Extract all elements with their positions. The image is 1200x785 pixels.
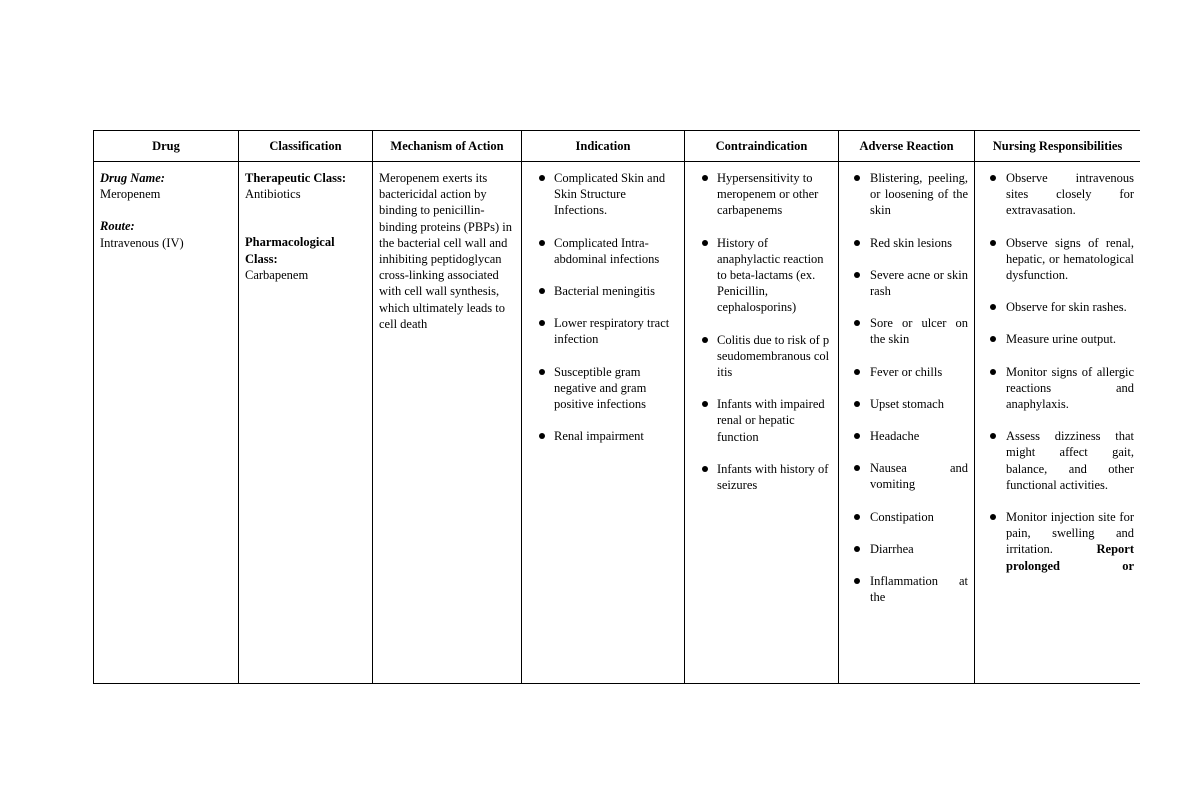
list-item	[845, 428, 968, 444]
list-item	[845, 364, 968, 380]
classification-cell	[239, 162, 373, 684]
list-item-text: Bacterial meningitis	[554, 284, 656, 299]
list-item	[981, 170, 1134, 219]
bullet-icon	[854, 546, 860, 552]
list-item-text: Infants with history of seizures	[717, 461, 829, 493]
contraindication-list	[691, 170, 832, 493]
list-item-text: Fever or chills	[870, 364, 943, 379]
table-row	[94, 162, 1141, 684]
list-item-text: Headache	[870, 429, 920, 444]
list-item-text: Assess dizziness that might affect gait, balance, and other functional activities.	[1006, 429, 1134, 492]
header-adverse-reaction: Adverse Reaction	[839, 131, 975, 162]
bullet-icon	[854, 369, 860, 375]
list-item-text: Susceptible gram negative and gram positive infections	[554, 364, 647, 412]
contraindication-cell	[685, 162, 839, 684]
list-item-text: Measure urine output.	[1006, 332, 1117, 347]
list-item-text: Red skin lesions	[870, 235, 952, 250]
list-item-text: Constipation	[870, 509, 934, 524]
bullet-icon	[539, 369, 545, 375]
mechanism-cell	[373, 162, 522, 684]
bullet-icon	[990, 240, 996, 246]
list-item	[691, 170, 832, 219]
bullet-icon	[854, 272, 860, 278]
route-value: Intravenous (IV)	[100, 235, 184, 250]
list-item	[981, 235, 1134, 284]
list-item-text: Observe signs of renal, hepatic, or hematological dysfunction.	[1006, 235, 1134, 283]
pharmacological-class-value: Carbapenem	[245, 267, 309, 282]
bullet-icon	[990, 336, 996, 342]
bullet-icon	[854, 175, 860, 181]
bullet-icon	[539, 288, 545, 294]
list-item	[845, 315, 968, 347]
list-item	[528, 235, 678, 267]
list-item-text: Diarrhea	[870, 541, 914, 556]
bullet-icon	[539, 175, 545, 181]
list-item	[845, 396, 968, 412]
list-item-text: Upset stomach	[870, 396, 944, 411]
list-item	[845, 460, 968, 492]
list-item	[691, 332, 832, 381]
list-item	[528, 283, 678, 299]
bullet-icon	[702, 337, 708, 343]
bullet-icon	[854, 465, 860, 471]
list-item	[981, 299, 1134, 315]
drug-cell	[94, 162, 239, 684]
list-item	[528, 364, 678, 413]
bullet-icon	[990, 433, 996, 439]
list-item	[981, 364, 1134, 413]
drug-name-label: Drug Name:	[100, 171, 165, 185]
table-header-row	[94, 131, 1141, 162]
drug-study-table	[93, 130, 1140, 684]
drug-name-value: Meropenem	[100, 187, 161, 202]
list-item-text: Sore or ulcer on the skin	[870, 316, 968, 347]
bullet-icon	[702, 401, 708, 407]
bullet-icon	[702, 175, 708, 181]
bullet-icon	[990, 175, 996, 181]
header-classification: Classification	[239, 131, 373, 162]
indication-list	[528, 170, 678, 444]
list-item-text: Observe for skin rashes.	[1006, 300, 1127, 315]
list-item-text: Severe acne or skin rash	[870, 267, 968, 299]
list-item	[691, 461, 832, 493]
bullet-icon	[854, 320, 860, 326]
list-item-text: Complicated Intra-abdominal infections	[554, 235, 660, 266]
nursing-responsibilities-cell	[975, 162, 1141, 684]
therapeutic-class-value: Antibiotics	[245, 187, 301, 202]
bullet-icon	[854, 401, 860, 407]
list-item	[691, 235, 832, 316]
list-item	[981, 428, 1134, 493]
bullet-icon	[854, 514, 860, 520]
header-contraindication: Contraindication	[685, 131, 839, 162]
list-item-text: Hypersensitivity to meropenem or other carbapenems	[717, 171, 819, 218]
mechanism-text: Meropenem exerts its bactericidal action by binding to penicillin-binding proteins (PBPs) in the bacterial cell wall and inhibiting peptidoglycan cross-linking associated with cell wall synthesis, which ultimately leads to cell death	[379, 171, 512, 331]
nursing-list	[981, 170, 1134, 574]
list-item-text: History of anaphylactic reaction to beta-lactams (ex. Penicillin, cephalosporins)	[717, 235, 824, 315]
list-item	[528, 315, 678, 347]
adverse-reaction-list	[845, 170, 968, 605]
list-item-text: Infants with impaired renal or hepatic function	[717, 397, 825, 444]
bullet-icon	[990, 369, 996, 375]
header-indication: Indication	[522, 131, 685, 162]
bullet-icon	[702, 240, 708, 246]
list-item	[845, 170, 968, 219]
list-item-text: Monitor injection site for pain, swelling and irritation.	[1006, 510, 1134, 557]
route-label: Route:	[100, 219, 135, 234]
bullet-icon	[539, 240, 545, 246]
list-item-text: Renal impairment	[554, 429, 644, 444]
bullet-icon	[539, 320, 545, 326]
report-bold-text: Report prolonged or	[1006, 542, 1134, 573]
header-mechanism: Mechanism of Action	[373, 131, 522, 162]
list-item-text: Lower respiratory tract infection	[554, 316, 670, 347]
list-item	[845, 541, 968, 557]
list-item-text: Complicated Skin and Skin Structure Infections.	[554, 171, 666, 218]
bullet-icon	[990, 514, 996, 520]
list-item-text: Blistering, peeling, or loosening of the skin	[870, 171, 968, 218]
adverse-reaction-cell	[839, 162, 975, 684]
bullet-icon	[702, 466, 708, 472]
therapeutic-class-label: Therapeutic Class:	[245, 171, 347, 185]
header-nursing-responsibilities: Nursing Responsibilities	[975, 131, 1141, 162]
list-item	[691, 396, 832, 445]
list-item-text: Inflammation at the	[870, 574, 968, 605]
list-item	[981, 331, 1134, 347]
bullet-icon	[854, 433, 860, 439]
list-item	[845, 235, 968, 251]
bullet-icon	[854, 240, 860, 246]
bullet-icon	[854, 578, 860, 584]
indication-cell	[522, 162, 685, 684]
header-drug: Drug	[94, 131, 239, 162]
list-item	[528, 170, 678, 219]
bullet-icon	[990, 304, 996, 310]
pharmacological-class-label: Pharmacological Class:	[245, 235, 335, 266]
list-item-text: Monitor signs of allergic reactions and anaphylaxis.	[1006, 364, 1134, 412]
bullet-icon	[539, 433, 545, 439]
list-item	[981, 509, 1134, 574]
list-item-text: Observe intravenous sites closely for extravasation.	[1006, 171, 1134, 218]
list-item	[845, 573, 968, 605]
list-item-text: Nausea and vomiting	[870, 461, 968, 492]
list-item	[528, 428, 678, 444]
list-item	[845, 509, 968, 525]
list-item	[845, 267, 968, 299]
list-item-text: Colitis due to risk of pseudomembranous colitis	[717, 332, 830, 380]
